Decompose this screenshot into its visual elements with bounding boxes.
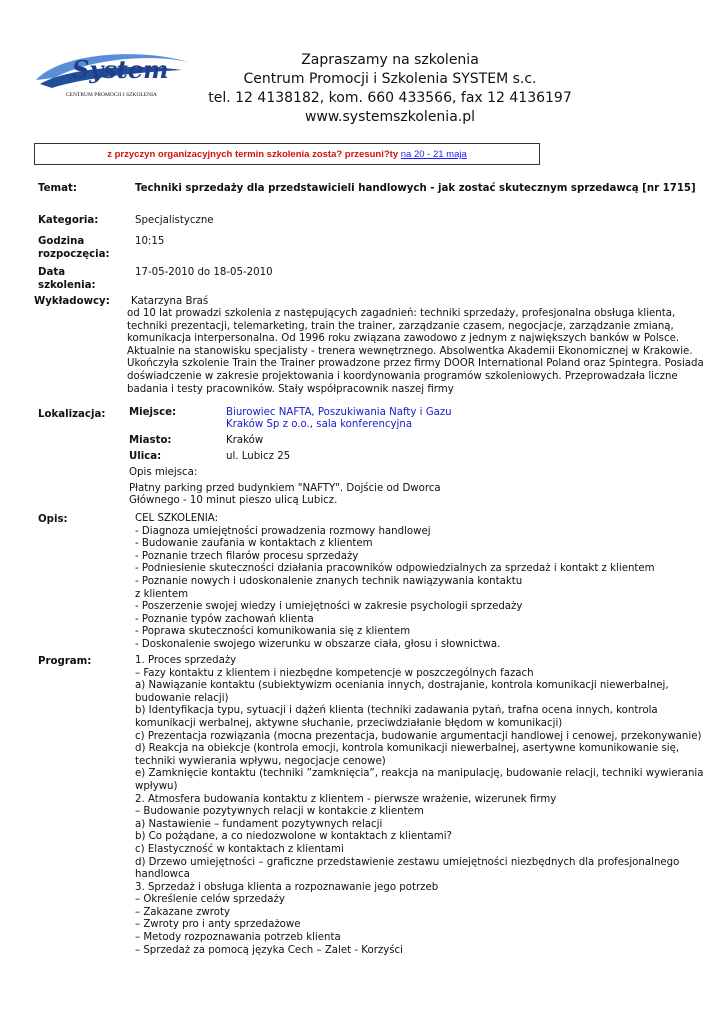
- program-line: 3. Sprzedaż i obsługa klienta a rozpoznawanie jego potrzeb: [135, 881, 439, 893]
- venue-value-1[interactable]: Biurowiec NAFTA, Poszukiwania Nafty i Gazu: [226, 407, 452, 418]
- description-line: - Diagnoza umiejętności prowadzenia rozmowy handlowej: [135, 525, 431, 537]
- description-body: [135, 513, 655, 652]
- location-label: Lokalizacja:: [38, 409, 106, 420]
- topic-value: Techniki sprzedaży dla przedstawicieli handlowych - jak zostać skutecznym sprzedawcą [nr 1715]: [135, 183, 696, 194]
- program-line: – Fazy kontaktu z klientem i niezbędne kompetencje w poszczególnych fazach: [135, 667, 534, 679]
- logo-text: System: [72, 55, 169, 84]
- program-line: wpływu): [135, 780, 178, 792]
- bio-line: techniki prezentacji, telemarketing, train the trainer, zarządzanie czasem, negocjacje, zarządzanie zmianą,: [127, 320, 674, 332]
- topic-label: Temat:: [38, 183, 77, 194]
- bio-line: od 10 lat prowadzi szkolenia z następujących zagadnień: techniki sprzedaży, profesjonalna obsługa klienta,: [127, 308, 676, 319]
- venue-description-2: Głównego - 10 minut pieszo ulicą Lubicz.: [129, 495, 338, 506]
- program-line: – Zwroty pro i anty sprzedażowe: [135, 919, 301, 931]
- header-line-phone: tel. 12 4138182, kom. 660 433566, fax 12 4136197: [208, 90, 572, 106]
- program-line: – Określenie celów sprzedaży: [135, 894, 285, 906]
- notice-box: [34, 143, 540, 165]
- bio-line: doświadczenie w zakresie projektowania i koordynowania programów szkoleniowych. Przeprowadzała liczne: [127, 370, 678, 382]
- description-line: - Poszerzenie swojej wiedzy i umiejętności w zakresie psychologii sprzedaży: [135, 601, 523, 613]
- program-line: – Sprzedaż za pomocą języka Cech – Zalet - Korzyści: [135, 944, 403, 956]
- lecturers-label: Wykładowcy:: [34, 296, 110, 307]
- program-line: budowanie relacji): [135, 692, 229, 704]
- header-line-invite: Zapraszamy na szkolenia: [301, 52, 479, 68]
- program-line: – Zakazane zwroty: [135, 906, 230, 918]
- program-line: komunikacji werbalnej, aktywne słuchanie, przeciwdziałanie błędom w komunikacji): [135, 717, 563, 729]
- bio-line: Aktualnie na stanowisku specjalisty - trenera wewnętrznego. Absolwentka Akademii Ekonomicznej w Krakowie.: [127, 345, 693, 357]
- description-line: - Poznanie typów zachowań klienta: [135, 613, 314, 625]
- description-line: - Budowanie zaufania w kontaktach z klientem: [135, 538, 373, 550]
- program-body: [135, 655, 704, 957]
- description-line: - Poprawa skuteczności komunikowania się z klientem: [135, 626, 411, 638]
- system-logo: [32, 44, 192, 100]
- program-line: – Metody rozpoznawania potrzeb klienta: [135, 932, 341, 944]
- program-line: c) Elastyczność w kontaktach z klientami: [135, 843, 344, 855]
- venue-value-2[interactable]: Kraków Sp z o.o., sala konferencyjna: [226, 419, 413, 430]
- program-line: b) Co pożądane, a co niedozwolone w kontaktach z klientami?: [135, 831, 452, 843]
- date-value: 17-05-2010 do 18-05-2010: [135, 267, 273, 278]
- program-line: d) Drzewo umiejętności – graficzne przedstawienie zestawu umiejętności niezbędnych dla profesjonalnego: [135, 856, 680, 868]
- description-line: - Poznanie nowych i udoskonalenie znanych technik nawiązywania kontaktu: [135, 575, 523, 587]
- venue-description-1: Płatny parking przed budynkiem "NAFTY". Dojście od Dworca: [129, 483, 441, 494]
- program-label: Program:: [38, 656, 92, 667]
- start-time-label-2: rozpoczęcia:: [38, 249, 110, 260]
- program-line: c) Prezentacja rozwiązania (mocna prezentacja, budowanie argumentacji handlowej i cenowej, przekonywanie): [135, 730, 702, 742]
- header-line-website: www.systemszkolenia.pl: [304, 109, 476, 125]
- city-value: Kraków: [226, 435, 264, 446]
- street-value: ul. Lubicz 25: [226, 451, 291, 462]
- program-line: d) Reakcja na obiekcje (kontrola emocji, kontrola komunikacji niewerbalnej, asertywne komunikowanie się,: [135, 743, 680, 755]
- description-line: z klientem: [135, 588, 189, 600]
- program-line: a) Nastawienie – fundament pozytywnych relacji: [135, 818, 383, 830]
- bio-line: badania i testy pracowników. Stały współpracownik naszej firmy: [127, 383, 454, 395]
- lecturer-name: Katarzyna Braś: [131, 296, 209, 307]
- description-line: CEL SZKOLENIA:: [135, 513, 219, 524]
- start-time-value: 10:15: [135, 236, 165, 247]
- date-label-1: Data: [38, 267, 66, 278]
- program-line: a) Nawiązanie kontaktu (subiektywizm oceniania innych, dostrajanie, kontrola komunikacji niewerbalnej,: [135, 680, 669, 692]
- city-label: Miasto:: [129, 435, 172, 446]
- description-line: - Podniesienie skuteczności działania pracowników odpowiedzialnych za sprzedaż i kontakt z klientem: [135, 563, 655, 575]
- start-time-label-1: Godzina: [38, 236, 85, 247]
- program-line: techniki wywierania wpływu, negocjacje cenowe): [135, 755, 386, 767]
- program-line: 1. Proces sprzedaży: [135, 655, 237, 666]
- logo-subtitle: CENTRUM PROMOCJI I SZKOLENIA: [66, 92, 157, 98]
- program-line: b) Identyfikacja typu, sytuacji i dążeń klienta (techniki zadawania pytań, trafna ocena innych, kontrola: [135, 705, 658, 717]
- program-line: handlowca: [135, 869, 190, 881]
- bio-line: komunikacja interpersonalna. Od 1996 roku związana zawodowo z jednym z największych banków w Polsce.: [127, 333, 680, 345]
- street-label: Ulica:: [129, 451, 162, 462]
- date-label-2: szkolenia:: [38, 280, 96, 291]
- program-line: 2. Atmosfera budowania kontaktu z klientem - pierwsze wrażenie, wizerunek firmy: [135, 793, 557, 805]
- category-value: Specjalistyczne: [135, 215, 214, 226]
- bio-line: Ukończyła szkolenie Train the Trainer prowadzone przez firmy DOOR International Poland oraz Spintegra. Posiada: [127, 358, 704, 370]
- notice-text: z przyczyn organizacyjnych termin szkolenia zosta? przesuni?ty: [107, 149, 399, 160]
- description-line: - Doskonalenie swojego wizerunku w obszarze ciała, głosu i słownictwa.: [135, 638, 501, 650]
- program-line: e) Zamknięcie kontaktu (techniki ”zamknięcia”, reakcja na manipulację, budowanie relacji, techniki wywierania: [135, 768, 704, 780]
- description-line: - Poznanie trzech filarów procesu sprzedaży: [135, 550, 359, 562]
- venue-description-label: Opis miejsca:: [129, 467, 198, 478]
- program-line: – Budowanie pozytywnych relacji w kontakcie z klientem: [135, 806, 424, 818]
- header-line-company: Centrum Promocji i Szkolenia SYSTEM s.c.: [243, 71, 537, 87]
- category-label: Kategoria:: [38, 215, 99, 226]
- notice-date-link[interactable]: na 20 - 21 maja: [400, 149, 467, 160]
- lecturer-bio: [127, 308, 704, 396]
- venue-label: Miejsce:: [129, 407, 177, 418]
- description-label: Opis:: [38, 514, 68, 525]
